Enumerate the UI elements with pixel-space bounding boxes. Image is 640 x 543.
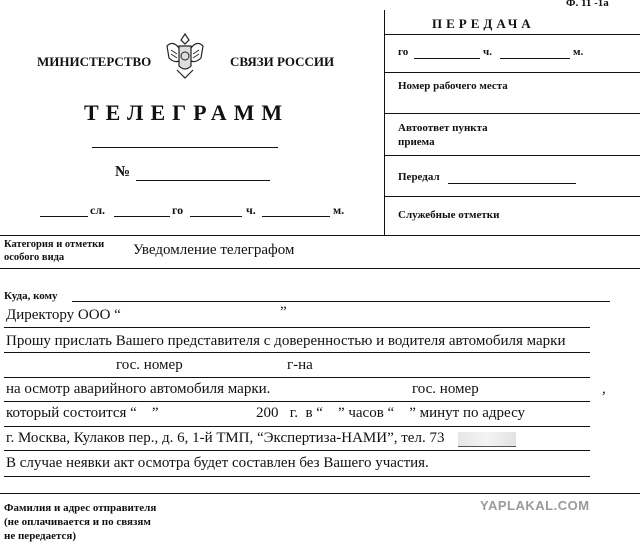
- date-field-2[interactable]: [114, 216, 170, 217]
- body-line-5[interactable]: г. Москва, Кулаков пер., д. 6, 1-й ТМП, “Экспертиза-НАМИ”, тел. 73: [6, 430, 445, 446]
- transmission-sep-4: [384, 155, 640, 156]
- rule-5: [4, 426, 590, 427]
- autoreply-label: Автоответ пункта приема: [398, 122, 488, 148]
- category-divider: [0, 268, 640, 269]
- station-number-label: Номер рабочего места: [398, 80, 508, 92]
- emblem-icon: [163, 30, 207, 80]
- category-value[interactable]: Уведомление телеграфом: [133, 242, 295, 258]
- tr-label-ch: ч.: [483, 46, 492, 58]
- transmission-sep-1: [384, 34, 640, 35]
- transmission-sep-5: [384, 196, 640, 197]
- passed-field[interactable]: [448, 183, 576, 184]
- ministry-right: СВЯЗИ РОССИИ: [230, 54, 335, 69]
- transmission-title: ПЕРЕДАЧА: [432, 16, 535, 31]
- tr-field-go[interactable]: [414, 58, 480, 59]
- sender-divider: [0, 493, 640, 494]
- address-line-1[interactable]: Директору ООО “: [6, 307, 121, 323]
- label-go: го: [172, 203, 184, 217]
- form-code: Ф. 11 -1а: [566, 0, 609, 9]
- redaction-blur: [458, 432, 516, 447]
- tr-label-m: м.: [573, 46, 584, 58]
- label-sl: сл.: [90, 203, 106, 217]
- tr-label-go: го: [398, 46, 409, 58]
- tr-field-ch[interactable]: [500, 58, 570, 59]
- body-line-3a[interactable]: на осмотр аварийного автомобиля марки.: [6, 381, 271, 397]
- date-field-4[interactable]: [262, 216, 330, 217]
- transmission-sep-2: [384, 72, 640, 73]
- rule-4: [4, 401, 590, 402]
- header-divider: [384, 10, 385, 235]
- body-line-4a[interactable]: который состоится “ ”: [6, 405, 159, 421]
- main-divider: [0, 235, 640, 236]
- label-m: м.: [333, 203, 345, 217]
- label-ch: ч.: [246, 203, 256, 217]
- form-title: ТЕЛЕГРАММ: [84, 100, 290, 125]
- category-label: Категория и отметки особого вида: [4, 239, 105, 263]
- body-line-3b[interactable]: гос. номер: [412, 381, 479, 397]
- body-line-4b[interactable]: 200 г. в “ ” часов “ ” минут по адресу: [256, 405, 526, 421]
- number-field[interactable]: [136, 180, 270, 181]
- address-label: Куда, кому: [4, 290, 58, 302]
- number-sign: №: [115, 164, 131, 180]
- title-underline: [92, 147, 278, 148]
- sender-label-2: (не оплачивается и по связям: [4, 516, 151, 528]
- body-line-1[interactable]: Прошу прислать Вашего представителя с доверенностью и водителя автомобиля марки: [6, 333, 566, 349]
- transmission-sep-3: [384, 113, 640, 114]
- address-line-0: [72, 301, 610, 302]
- watermark: YAPLAKAL.COM: [480, 498, 590, 513]
- rule-1: [4, 327, 590, 328]
- rule-7: [4, 476, 590, 477]
- rule-6: [4, 450, 590, 451]
- date-field-1[interactable]: [40, 216, 88, 217]
- body-line-3c: ,: [602, 381, 606, 397]
- address-line-1-close: ”: [280, 304, 287, 320]
- sender-label-1: Фамилия и адрес отправителя: [4, 502, 157, 514]
- rule-2: [4, 352, 590, 353]
- passed-label: Передал: [398, 171, 440, 183]
- body-line-2b[interactable]: г-на: [287, 357, 313, 373]
- rule-3: [4, 377, 590, 378]
- service-marks-label: Служебные отметки: [398, 209, 500, 221]
- date-field-3[interactable]: [190, 216, 242, 217]
- ministry-left: МИНИСТЕРСТВО: [37, 54, 152, 69]
- body-line-2a[interactable]: гос. номер: [116, 357, 183, 373]
- body-line-6[interactable]: В случае неявки акт осмотра будет составлен без Вашего участия.: [6, 455, 429, 471]
- sender-label-3: не передается): [4, 530, 77, 542]
